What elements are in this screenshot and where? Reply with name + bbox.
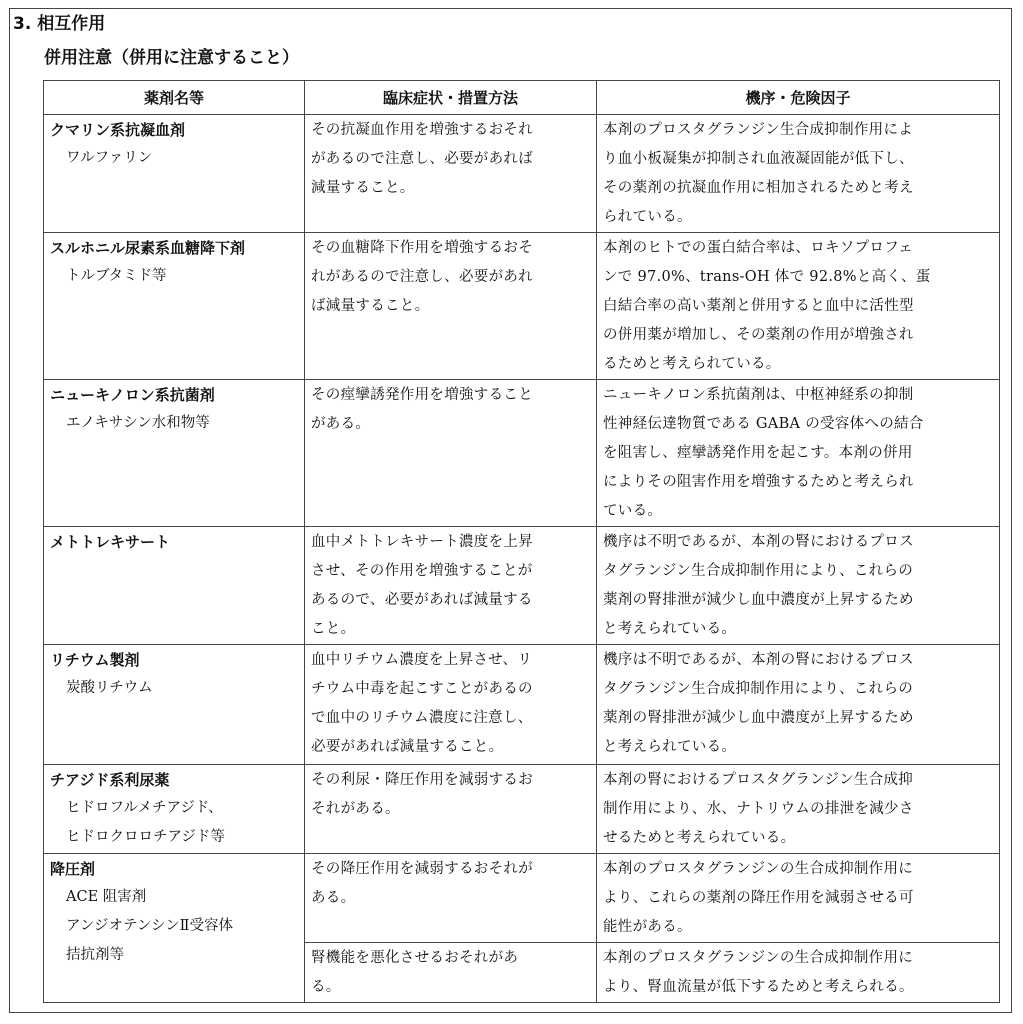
- symptoms-cell: [305, 380, 597, 527]
- mechanism-line: より、腎血流量が低下するためと考えられる。: [603, 979, 914, 995]
- mechanism-line: 薬剤の腎排泄が減少し血中濃度が上昇するため: [603, 592, 914, 608]
- mechanism-cell: [597, 380, 1000, 527]
- header-drug-name: 薬剤名等: [44, 81, 305, 115]
- symptoms-line: その痙攣誘発作用を増強すること: [311, 387, 533, 403]
- symptoms-line: 減量すること。: [311, 180, 415, 196]
- mechanism-line: 本剤のヒトでの蛋白結合率は、ロキソプロフェ: [603, 240, 914, 256]
- section-subtitle: 併用注意（併用に注意すること）: [44, 48, 299, 68]
- table-row: [44, 380, 1000, 527]
- drug-example: ワルファリン: [66, 150, 153, 166]
- drug-example: ACE 阻害剤: [66, 889, 147, 905]
- drug-example: 拮抗剤等: [66, 947, 124, 963]
- mechanism-line: 能性がある。: [603, 919, 692, 935]
- mechanism-line: せるためと考えられている。: [603, 830, 796, 846]
- symptoms-cell: [305, 645, 597, 765]
- mechanism-line: 本剤のプロスタグランジンの生合成抑制作用に: [603, 950, 914, 966]
- symptoms-cell: [305, 527, 597, 645]
- symptoms-line: 腎機能を悪化させるおそれがあ: [311, 950, 519, 966]
- table-row: [44, 854, 1000, 943]
- symptoms-line: その抗凝血作用を増強するおそれ: [311, 122, 533, 138]
- mechanism-cell: [597, 233, 1000, 380]
- symptoms-line: こと。: [311, 621, 356, 637]
- mechanism-line: 性神経伝達物質である GABA の受容体への結合: [603, 416, 924, 432]
- symptoms-line: ば減量すること。: [311, 298, 430, 314]
- mechanism-line: られている。: [603, 209, 692, 225]
- drug-example: ヒドロクロロチアジド等: [66, 829, 225, 845]
- symptoms-line: 必要があれば減量すること。: [311, 739, 504, 755]
- mechanism-line: 白結合率の高い薬剤と併用すると血中に活性型: [603, 298, 914, 314]
- drug-example: ヒドロフルメチアジド、: [66, 800, 223, 816]
- mechanism-line: と考えられている。: [603, 621, 737, 637]
- mechanism-line: によりその阻害作用を増強するためと考えられ: [603, 474, 914, 490]
- drug-name: チアジド系利尿薬: [50, 771, 170, 789]
- mechanism-line: 本剤のプロスタグランジンの生合成抑制作用に: [603, 861, 914, 877]
- mechanism-line: 制作用により、水、ナトリウムの排泄を減少さ: [603, 801, 914, 817]
- mechanism-line: ている。: [603, 503, 663, 519]
- symptoms-line: チウム中毒を起こすことがあるの: [311, 681, 533, 697]
- mechanism-line: り血小板凝集が抑制され血液凝固能が低下し、: [603, 151, 914, 167]
- symptoms-line: その利尿・降圧作用を減弱するお: [311, 772, 533, 788]
- drug-example: トルブタミド等: [66, 268, 167, 284]
- mechanism-line: の併用薬が増加し、その薬剤の作用が増強され: [603, 327, 914, 343]
- table-header-row: [44, 81, 1000, 115]
- drug-cell: [44, 645, 305, 765]
- table-row: [44, 765, 1000, 854]
- mechanism-cell: [597, 527, 1000, 645]
- symptoms-cell: [305, 854, 597, 943]
- drug-name: メトトレキサート: [50, 533, 171, 551]
- mechanism-cell: [597, 943, 1000, 1003]
- drug-cell: [44, 765, 305, 854]
- table-row: [44, 115, 1000, 233]
- drug-example: 炭酸リチウム: [66, 680, 153, 696]
- symptoms-line: がある。: [311, 416, 371, 432]
- symptoms-line: ある。: [311, 890, 356, 906]
- drug-cell: [44, 380, 305, 527]
- mechanism-line: と考えられている。: [603, 739, 737, 755]
- mechanism-line: ニューキノロン系抗菌剤は、中枢神経系の抑制: [603, 387, 914, 403]
- mechanism-line: を阻害し、痙攣誘発作用を起こす。本剤の併用: [603, 445, 913, 461]
- mechanism-cell: [597, 645, 1000, 765]
- table-row: [44, 645, 1000, 765]
- symptoms-line: 血中リチウム濃度を上昇させ、リ: [311, 652, 533, 668]
- symptoms-cell: [305, 233, 597, 380]
- table-row: [44, 233, 1000, 380]
- symptoms-line: それがある。: [311, 801, 400, 817]
- mechanism-line: タグランジン生合成抑制作用により、これらの: [603, 563, 914, 579]
- drug-example: アンジオテンシンⅡ受容体: [66, 918, 233, 934]
- section-title: 3. 相互作用: [13, 14, 106, 34]
- symptoms-line: 血中メトトレキサート濃度を上昇: [311, 534, 533, 550]
- drug-name: リチウム製剤: [50, 651, 140, 669]
- symptoms-line: その降圧作用を減弱するおそれが: [311, 861, 533, 877]
- table-row: [44, 527, 1000, 645]
- mechanism-line: より、これらの薬剤の降圧作用を減弱させる可: [603, 890, 914, 906]
- symptoms-line: させ、その作用を増強することが: [311, 563, 533, 579]
- mechanism-line: 機序は不明であるが、本剤の腎におけるプロス: [603, 534, 914, 550]
- drug-cell: [44, 115, 305, 233]
- drug-name: ニューキノロン系抗菌剤: [50, 386, 215, 404]
- mechanism-cell: [597, 115, 1000, 233]
- mechanism-cell: [597, 765, 1000, 854]
- mechanism-line: 薬剤の腎排泄が減少し血中濃度が上昇するため: [603, 710, 914, 726]
- mechanism-line: るためと考えられている。: [603, 356, 781, 372]
- drug-name: スルホニル尿素系血糖降下剤: [50, 239, 246, 257]
- mechanism-line: ンで 97.0%、trans-OH 体で 92.8%と高く、蛋: [603, 269, 931, 285]
- symptoms-line: れがあるので注意し、必要があれ: [311, 269, 533, 285]
- mechanism-line: 本剤のプロスタグランジン生合成抑制作用によ: [603, 122, 914, 138]
- drug-name: クマリン系抗凝血剤: [50, 121, 186, 139]
- drug-cell: [44, 854, 305, 1003]
- drug-name: 降圧剤: [50, 860, 96, 878]
- symptoms-line: があるので注意し、必要があれば: [311, 151, 533, 167]
- symptoms-line: その血糖降下作用を増強するおそ: [311, 240, 533, 256]
- symptoms-line: る。: [311, 979, 341, 995]
- interaction-table: [43, 80, 1000, 1003]
- mechanism-line: その薬剤の抗凝血作用に相加されるためと考え: [603, 180, 914, 196]
- symptoms-cell: [305, 765, 597, 854]
- drug-example: エノキサシン水和物等: [66, 415, 210, 431]
- drug-cell: [44, 527, 305, 645]
- mechanism-cell: [597, 854, 1000, 943]
- drug-cell: [44, 233, 305, 380]
- symptoms-line: あるので、必要があれば減量する: [311, 592, 533, 608]
- mechanism-line: タグランジン生合成抑制作用により、これらの: [603, 681, 914, 697]
- mechanism-line: 機序は不明であるが、本剤の腎におけるプロス: [603, 652, 914, 668]
- symptoms-cell: [305, 115, 597, 233]
- mechanism-line: 本剤の腎におけるプロスタグランジン生合成抑: [603, 772, 914, 788]
- symptoms-line: で血中のリチウム濃度に注意し、: [311, 710, 533, 726]
- symptoms-cell: [305, 943, 597, 1003]
- header-mechanism: 機序・危険因子: [597, 81, 1000, 115]
- header-symptoms: 臨床症状・措置方法: [305, 81, 597, 115]
